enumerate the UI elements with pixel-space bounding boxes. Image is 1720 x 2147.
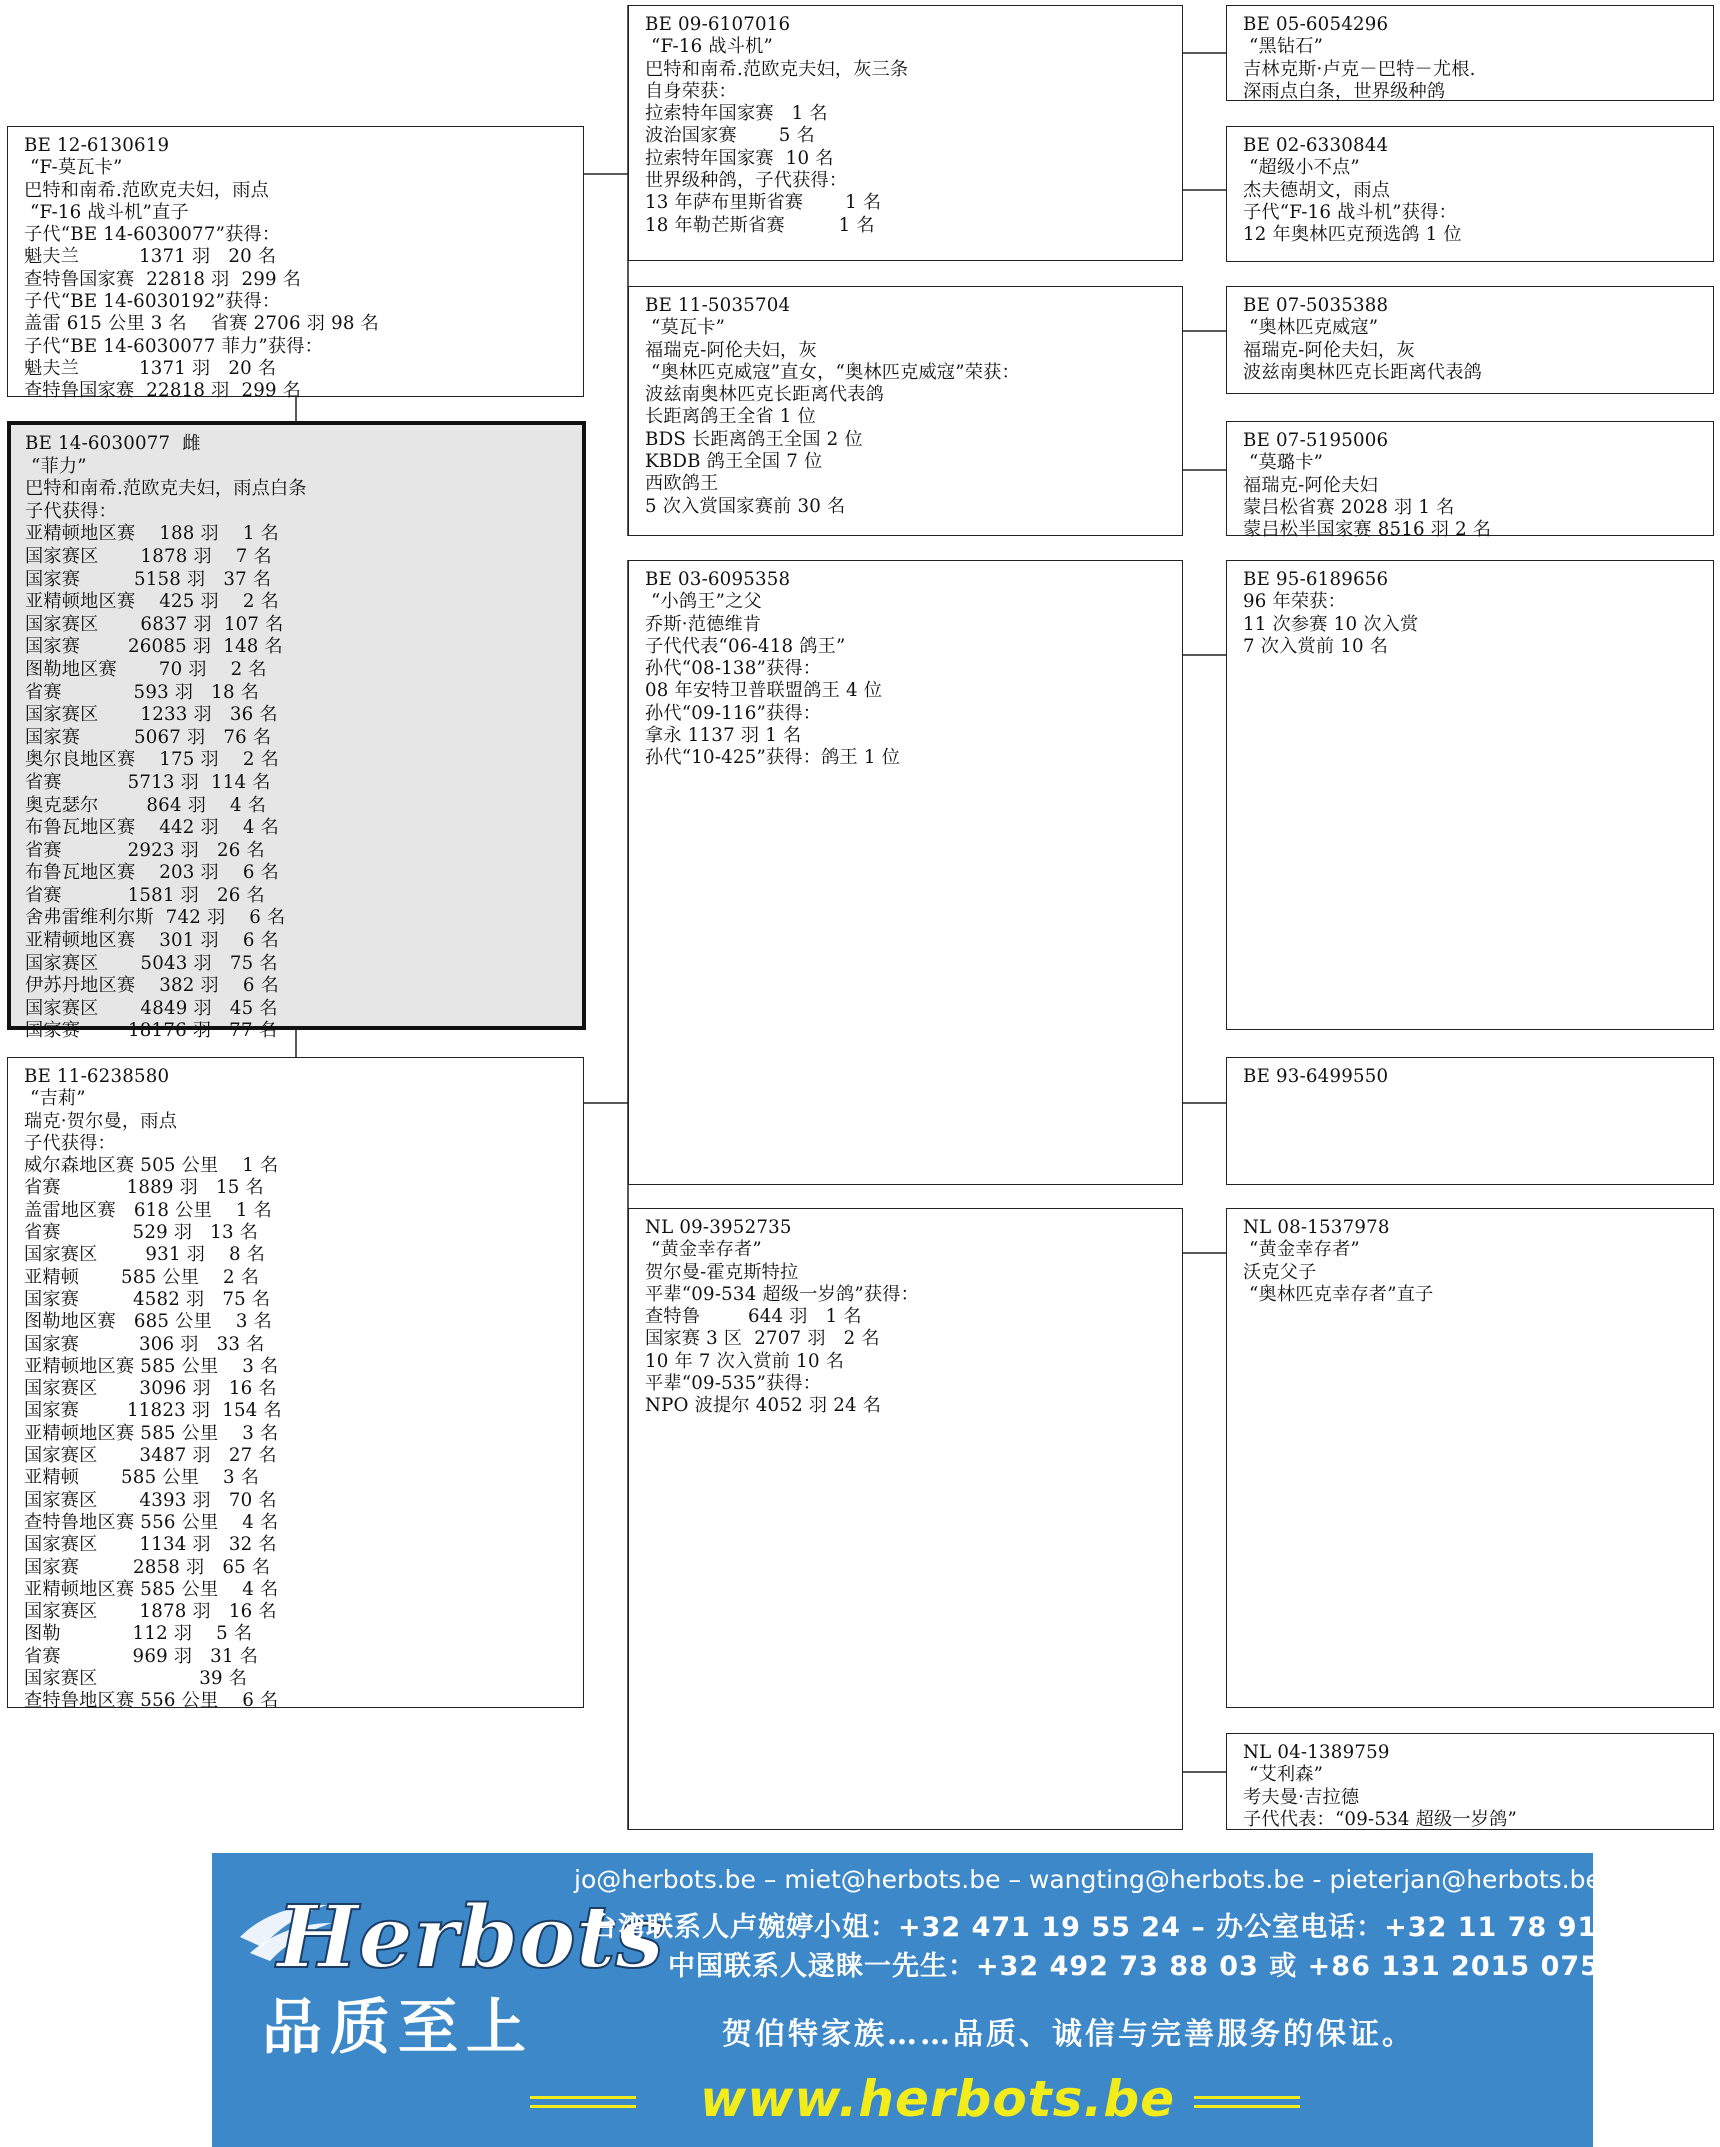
pedigree-line: 福瑞克-阿伦夫妇，灰 — [1243, 339, 1415, 361]
pedigree-line: 波兹南奥林匹克长距离代表鸽 — [645, 384, 885, 406]
pedigree-line: 国家赛 3 区 2707 羽 2 名 — [645, 1328, 880, 1350]
pedigree-line: 盖雷地区赛 618 公里 1 名 — [24, 1199, 273, 1221]
pedigree-line: 国家赛 306 羽 33 名 — [24, 1333, 265, 1355]
pedigree-line: 沃克父子 — [1243, 1261, 1317, 1283]
pedigree-line: 贺尔曼-霍克斯特拉 — [645, 1261, 799, 1283]
svg-text:Herbots: Herbots — [277, 1887, 664, 1988]
pedigree-line: 省赛 529 羽 13 名 — [24, 1222, 259, 1244]
pedigree-line: 国家赛区 3487 羽 27 名 — [24, 1445, 277, 1467]
pedigree-line: 亚精顿 585 公里 2 名 — [24, 1266, 260, 1288]
pedigree-line: 18 年勒芒斯省赛 1 名 — [645, 214, 875, 236]
pedigree-line: 子代获得： — [25, 500, 117, 522]
pedigree-line: 亚精顿地区赛 301 羽 6 名 — [25, 930, 279, 952]
ring-number: BE 09-6107016 — [645, 14, 791, 35]
pedigree-line: 奥尔良地区赛 175 羽 2 名 — [25, 749, 279, 771]
pedigree-line: 国家赛 5067 羽 76 名 — [25, 726, 272, 748]
pedigree-line: 查特鲁地区赛 556 公里 4 名 — [24, 1511, 279, 1533]
ring-number: BE 02-6330844 — [1243, 135, 1389, 156]
pedigree-line: “超级小不点” — [1243, 157, 1360, 179]
pedigree-line: 孙代“10-425”获得：鸽王 1 位 — [645, 747, 901, 769]
pedigree-line: 拉索特年国家赛 10 名 — [645, 147, 834, 169]
pedigree-line: “奥林匹克幸存者”直子 — [1243, 1283, 1434, 1305]
ring-number: NL 08-1537978 — [1243, 1217, 1390, 1238]
pedigree-line: 国家赛 18176 羽 77 名 — [25, 1020, 278, 1042]
pedigree-line: 蒙吕松省赛 2028 羽 1 名 — [1243, 496, 1455, 518]
pedigree-line: 平辈“09-534 超级一岁鸽”获得： — [645, 1283, 920, 1305]
slogan-text: 品质至上 — [262, 1993, 534, 2063]
ring-number: NL 04-1389759 — [1243, 1742, 1390, 1763]
pedigree-line: “黑钻石” — [1243, 36, 1324, 58]
pedigree-line: 96 年荣获： — [1243, 591, 1347, 613]
pedigree-line: 子代“BE 14-6030192”获得： — [24, 291, 281, 313]
pedigree-line: 世界级种鸽，子代获得： — [645, 170, 848, 192]
pedigree-line: 国家赛区 1878 羽 16 名 — [24, 1601, 277, 1623]
pedigree-line: KBDB 鸽王全国 7 位 — [645, 451, 823, 473]
china-contact: 中国联系人逯睐一先生：+32 492 73 88 03 或 +86 131 2015 0755 — [668, 1951, 1620, 1982]
pedigree-line: 国家赛 2858 羽 65 名 — [24, 1556, 271, 1578]
pedigree-line: 国家赛 11823 羽 154 名 — [24, 1400, 282, 1422]
dam-dam-sire-card — [1226, 1208, 1714, 1708]
ring-number: NL 09-3952735 — [645, 1217, 792, 1238]
dam-dam-card — [628, 1208, 1183, 1830]
pedigree-line: 国家赛区 4393 羽 70 名 — [24, 1489, 277, 1511]
pedigree-line: 13 年萨布里斯省赛 1 名 — [645, 192, 882, 214]
pedigree-line: 拿永 1137 羽 1 名 — [645, 725, 802, 747]
pedigree-line: 图勒地区赛 685 公里 3 名 — [24, 1311, 273, 1333]
pedigree-line: 布鲁瓦地区赛 203 羽 6 名 — [25, 862, 279, 884]
pedigree-line: 查特鲁国家赛 22818 羽 299 名 — [24, 268, 302, 290]
pedigree-line: 国家赛 26085 羽 148 名 — [25, 636, 283, 658]
pedigree-line: 省赛 1889 羽 15 名 — [24, 1177, 264, 1199]
pedigree-line: 舍弗雷维利尔斯 742 羽 6 名 — [25, 907, 286, 929]
ring-number: BE 11-6238580 — [24, 1066, 170, 1087]
ring-number: BE 07-5195006 — [1243, 430, 1389, 451]
pedigree-line: BDS 长距离鸽王全国 2 位 — [645, 428, 863, 450]
pedigree-line: 子代“BE 14-6030077 菲力”获得： — [24, 335, 324, 357]
website-link[interactable]: www.herbots.be — [700, 2070, 1176, 2128]
ring-number: BE 95-6189656 — [1243, 569, 1389, 590]
pedigree-line: 国家赛区 39 名 — [24, 1668, 248, 1690]
pedigree-line: 盖雷 615 公里 3 名 省赛 2706 羽 98 名 — [24, 313, 379, 335]
pedigree-line: 乔斯·范德维肯 — [645, 613, 762, 635]
email-addresses[interactable]: jo@herbots.be – miet@herbots.be – wangting@herbots.be - pieterjan@herbots.be — [574, 1865, 1601, 1894]
pedigree-line: 考夫曼·吉拉德 — [1243, 1786, 1360, 1808]
pedigree-line: 波治国家赛 5 名 — [645, 125, 815, 147]
dam-dam-dam-card — [1226, 1733, 1714, 1830]
pedigree-line: 巴特和南希.范欧克夫妇，灰三条 — [645, 58, 909, 80]
sire-sire-dam-card — [1226, 126, 1714, 262]
pedigree-line: 亚精顿 585 公里 3 名 — [24, 1467, 260, 1489]
pedigree-line: 蒙吕松半国家赛 8516 羽 2 名 — [1243, 519, 1492, 541]
pedigree-line: 查特鲁地区赛 556 公里 6 名 — [24, 1690, 279, 1712]
pedigree-line: “黄金幸存者” — [1243, 1239, 1360, 1261]
pedigree-line: 自身荣获： — [645, 80, 737, 102]
decor-dash-right-2 — [1194, 2105, 1300, 2108]
pedigree-line: 子代代表“06-418 鸽王” — [645, 635, 846, 657]
pedigree-line: 亚精顿地区赛 585 公里 3 名 — [24, 1355, 279, 1377]
pedigree-line: 国家赛区 3096 羽 16 名 — [24, 1378, 277, 1400]
pedigree-line: “吉莉” — [24, 1088, 86, 1110]
pedigree-line: 10 年 7 次入赏前 10 名 — [645, 1350, 845, 1372]
pedigree-line: 西欧鸽王 — [645, 473, 719, 495]
herbots-banner — [212, 1853, 1648, 2147]
pedigree-line: 省赛 2923 羽 26 名 — [25, 839, 265, 861]
decor-dash-left — [530, 2096, 636, 2099]
pedigree-line: 国家赛区 4849 羽 45 名 — [25, 997, 278, 1019]
ring-number: BE 14-6030077 雌 — [25, 433, 201, 454]
pedigree-line: “莫璐卡” — [1243, 452, 1324, 474]
pedigree-line: 亚精顿地区赛 585 公里 4 名 — [24, 1578, 279, 1600]
pedigree-line: 波兹南奥林匹克长距离代表鸽 — [1243, 361, 1483, 383]
pedigree-line: 国家赛区 5043 羽 75 名 — [25, 952, 278, 974]
pedigree-line: 国家赛 5158 羽 37 名 — [25, 568, 272, 590]
pedigree-line: “菲力” — [25, 455, 87, 477]
pedigree-line: 巴特和南希.范欧克夫妇，雨点白条 — [25, 478, 307, 500]
pedigree-line: 查特鲁国家赛 22818 羽 299 名 — [24, 380, 302, 402]
pedigree-line: 国家赛区 6837 羽 107 名 — [25, 613, 284, 635]
pedigree-line: 拉索特年国家赛 1 名 — [645, 103, 828, 125]
pedigree-line: NPO 波提尔 4052 羽 24 名 — [645, 1395, 882, 1417]
pedigree-line: 吉林克斯·卢克－巴特－尤根. — [1243, 58, 1476, 80]
pedigree-line: 巴特和南希.范欧克夫妇，雨点 — [24, 179, 270, 201]
pedigree-line: 孙代“09-116”获得： — [645, 702, 822, 724]
pedigree-line: 查特鲁 644 羽 1 名 — [645, 1306, 862, 1328]
pedigree-line: 省赛 969 羽 31 名 — [24, 1645, 259, 1667]
pedigree-line: “小鸽王”之父 — [645, 591, 762, 613]
pedigree-line: “艾利森” — [1243, 1764, 1324, 1786]
pedigree-line: 深雨点白条，世界级种鸽 — [1243, 80, 1446, 102]
ring-number: BE 12-6130619 — [24, 135, 170, 156]
pedigree-line: 平辈“09-535”获得： — [645, 1373, 822, 1395]
decor-dash-right — [1194, 2096, 1300, 2099]
pedigree-line: 子代获得： — [24, 1132, 116, 1154]
taiwan-contact: 台湾联系人卢婉婷小姐：+32 471 19 55 24 – 办公室电话：+32 11 78 91 90 — [590, 1912, 1648, 1943]
dam-sire-dam-card — [1226, 1057, 1714, 1185]
pedigree-line: 亚精顿地区赛 188 羽 1 名 — [25, 523, 279, 545]
pedigree-line: 子代“BE 14-6030077”获得： — [24, 224, 281, 246]
pedigree-line: 福瑞克-阿伦夫妇，灰 — [645, 339, 817, 361]
dam-card — [7, 1057, 584, 1712]
ring-number: BE 05-6054296 — [1243, 14, 1389, 35]
pedigree-line: 7 次入赏前 10 名 — [1243, 635, 1389, 657]
pedigree-line: “F-16 战斗机” — [645, 36, 774, 58]
pedigree-line: 11 次参赛 10 次入赏 — [1243, 613, 1419, 635]
pedigree-line: 子代代表：“09-534 超级一岁鸽” — [1243, 1808, 1518, 1830]
pedigree-line: 国家赛区 931 羽 8 名 — [24, 1244, 266, 1266]
pedigree-line: 魁夫兰 1371 羽 20 名 — [24, 357, 277, 379]
pedigree-line: 伊苏丹地区赛 382 羽 6 名 — [25, 975, 279, 997]
pedigree-line: “莫瓦卡” — [645, 317, 726, 339]
pedigree-line: “F-16 战斗机”直子 — [24, 201, 189, 223]
pedigree-line: 图勒 112 羽 5 名 — [24, 1623, 253, 1645]
pedigree-line: 福瑞克-阿伦夫妇 — [1243, 474, 1379, 496]
pedigree-line: 布鲁瓦地区赛 442 羽 4 名 — [25, 817, 279, 839]
pedigree-line: 长距离鸽王全省 1 位 — [645, 406, 816, 428]
pedigree-line: 国家赛区 1878 羽 7 名 — [25, 545, 272, 567]
pedigree-line: 孙代“08-138”获得： — [645, 658, 822, 680]
sire-sire-card — [628, 5, 1183, 261]
pedigree-line: 国家赛区 1233 羽 36 名 — [25, 704, 278, 726]
pedigree-line: 国家赛区 1134 羽 32 名 — [24, 1534, 277, 1556]
dam-sire-card — [628, 560, 1183, 1185]
pedigree-line: 08 年安特卫普联盟鸽王 4 位 — [645, 680, 883, 702]
pedigree-line: 省赛 5713 羽 114 名 — [25, 771, 271, 793]
herbots-logo — [232, 1875, 664, 1988]
ring-number: BE 07-5035388 — [1243, 295, 1389, 316]
pedigree-line: 子代“F-16 战斗机”获得： — [1243, 201, 1457, 223]
ring-number: BE 93-6499550 — [1243, 1066, 1389, 1087]
sire-dam-sire-card — [1226, 286, 1714, 394]
pedigree-line: 魁夫兰 1371 羽 20 名 — [24, 246, 277, 268]
pedigree-line: 省赛 593 羽 18 名 — [25, 681, 260, 703]
dam-sire-sire-card — [1226, 560, 1714, 1030]
pedigree-line: “奥林匹克威寇”直女，“奥林匹克威寇”荣获： — [645, 361, 1020, 383]
pedigree-line: 5 次入赏国家赛前 30 名 — [645, 495, 846, 517]
pedigree-line: “F-莫瓦卡” — [24, 157, 123, 179]
pedigree-line: 亚精顿地区赛 425 羽 2 名 — [25, 591, 279, 613]
pedigree-line: 瑞克·贺尔曼，雨点 — [24, 1110, 178, 1132]
ring-number: BE 03-6095358 — [645, 569, 791, 590]
tagline: 贺伯特家族……品质、诚信与完善服务的保证。 — [722, 2017, 1415, 2052]
sire-card — [7, 126, 584, 402]
pedigree-line: 12 年奥林匹克预选鸽 1 位 — [1243, 224, 1462, 246]
pedigree-line: 图勒地区赛 70 羽 2 名 — [25, 658, 267, 680]
pedigree-line: “奥林匹克威寇” — [1243, 317, 1379, 339]
pedigree-line: 国家赛 4582 羽 75 名 — [24, 1288, 271, 1310]
pedigree-line: 威尔森地区赛 505 公里 1 名 — [24, 1155, 279, 1177]
decor-dash-left-2 — [530, 2105, 636, 2108]
sire-dam-card — [628, 286, 1183, 536]
pedigree-line: 奥克瑟尔 864 羽 4 名 — [25, 794, 267, 816]
pedigree-line: 省赛 1581 羽 26 名 — [25, 884, 265, 906]
ring-number: BE 11-5035704 — [645, 295, 791, 316]
sire-dam-dam-card — [1226, 421, 1714, 541]
subject-card — [7, 421, 586, 1042]
pedigree-line: 亚精顿地区赛 585 公里 3 名 — [24, 1422, 279, 1444]
pedigree-line: 杰夫德胡文，雨点 — [1243, 179, 1391, 201]
pedigree-line: “黄金幸存者” — [645, 1239, 762, 1261]
sire-sire-sire-card — [1226, 5, 1714, 101]
